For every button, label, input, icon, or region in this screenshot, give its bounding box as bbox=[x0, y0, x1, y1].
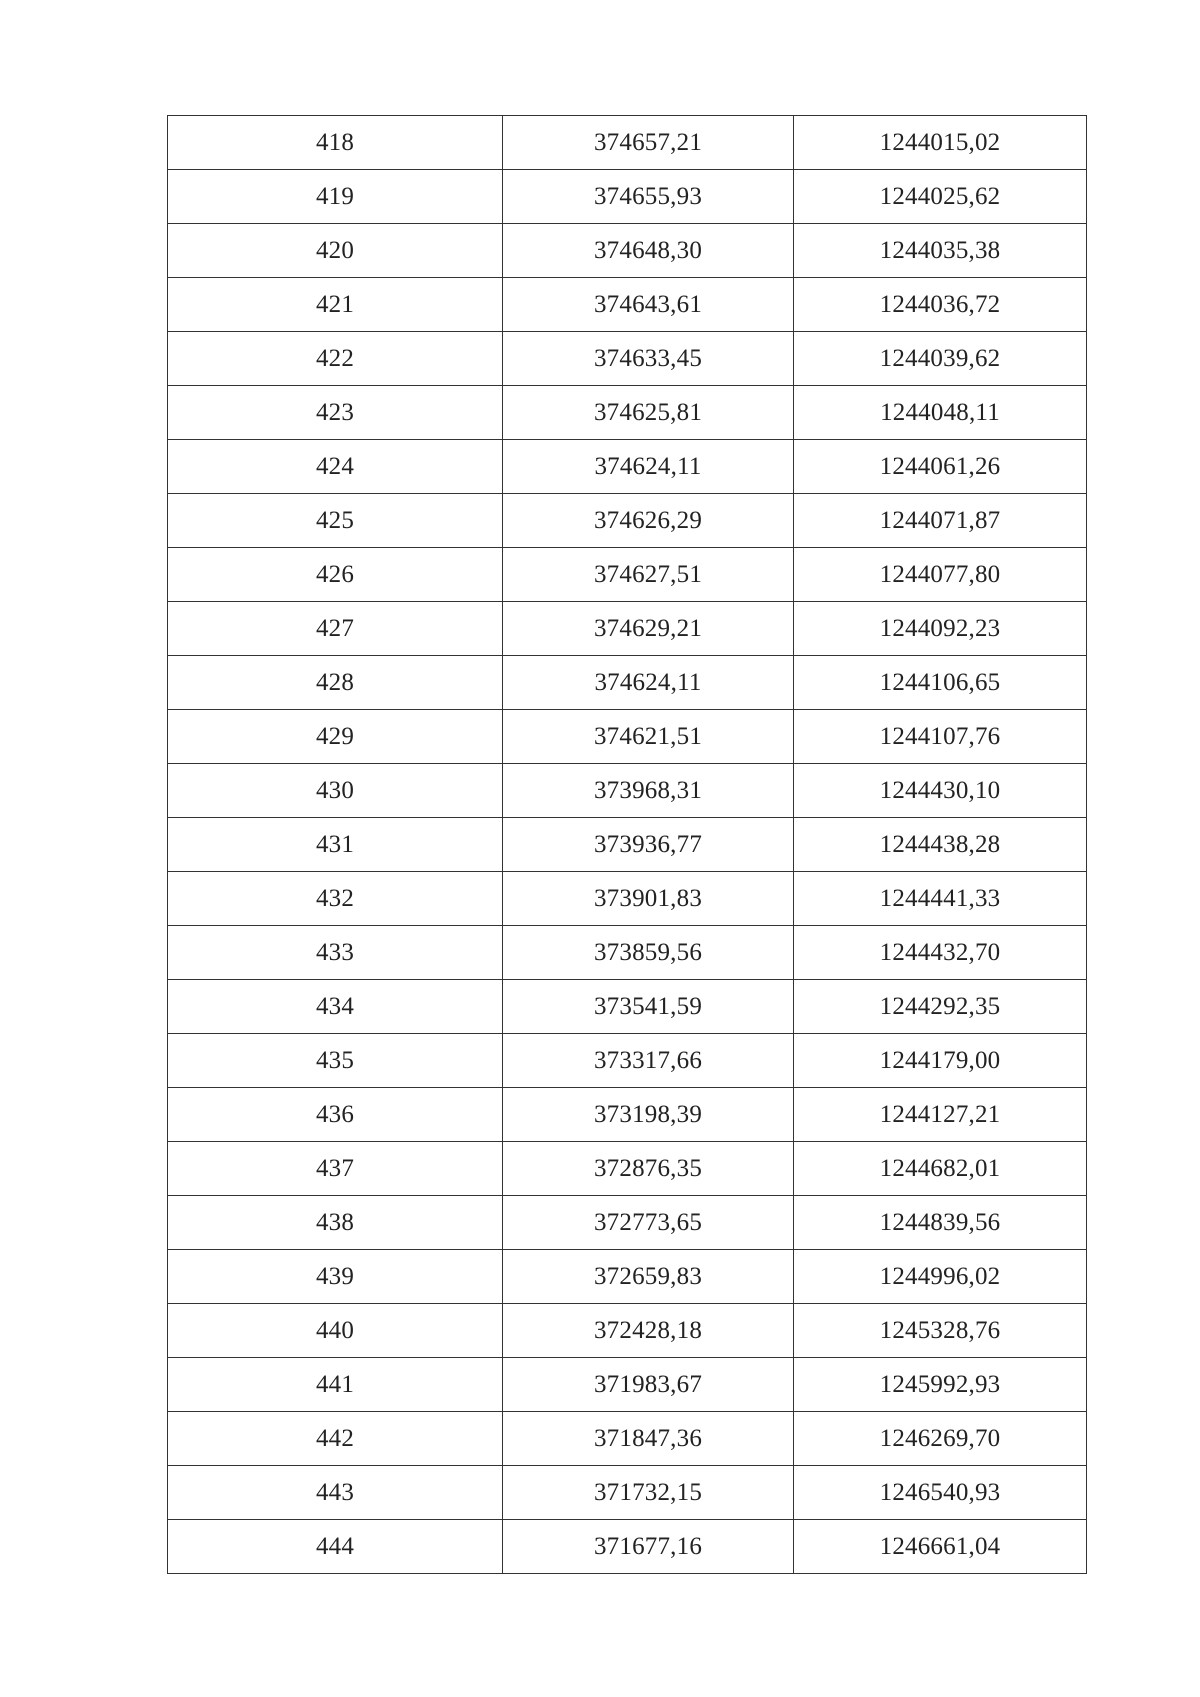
x-coordinate-cell: 374627,51 bbox=[503, 548, 794, 602]
point-number-cell: 426 bbox=[168, 548, 503, 602]
table-row bbox=[168, 278, 1087, 332]
point-number-cell: 425 bbox=[168, 494, 503, 548]
table-row bbox=[168, 170, 1087, 224]
x-coordinate-cell: 372428,18 bbox=[503, 1304, 794, 1358]
table-row bbox=[168, 1034, 1087, 1088]
x-coordinate-cell: 373541,59 bbox=[503, 980, 794, 1034]
y-coordinate-cell: 1244048,11 bbox=[794, 386, 1087, 440]
table-row bbox=[168, 764, 1087, 818]
y-coordinate-cell: 1244036,72 bbox=[794, 278, 1087, 332]
table-row bbox=[168, 656, 1087, 710]
table-row bbox=[168, 386, 1087, 440]
table-row bbox=[168, 1412, 1087, 1466]
table-row bbox=[168, 1304, 1087, 1358]
y-coordinate-cell: 1244035,38 bbox=[794, 224, 1087, 278]
y-coordinate-cell: 1244061,26 bbox=[794, 440, 1087, 494]
point-number-cell: 428 bbox=[168, 656, 503, 710]
table-row bbox=[168, 602, 1087, 656]
table-row bbox=[168, 332, 1087, 386]
point-number-cell: 431 bbox=[168, 818, 503, 872]
table-row bbox=[168, 1358, 1087, 1412]
table-row bbox=[168, 980, 1087, 1034]
y-coordinate-cell: 1244106,65 bbox=[794, 656, 1087, 710]
table-row bbox=[168, 116, 1087, 170]
point-number-cell: 444 bbox=[168, 1520, 503, 1574]
y-coordinate-cell: 1244292,35 bbox=[794, 980, 1087, 1034]
point-number-cell: 420 bbox=[168, 224, 503, 278]
y-coordinate-cell: 1244107,76 bbox=[794, 710, 1087, 764]
x-coordinate-cell: 374625,81 bbox=[503, 386, 794, 440]
point-number-cell: 440 bbox=[168, 1304, 503, 1358]
coordinates-table-body bbox=[168, 116, 1087, 1574]
y-coordinate-cell: 1244441,33 bbox=[794, 872, 1087, 926]
point-number-cell: 429 bbox=[168, 710, 503, 764]
point-number-cell: 418 bbox=[168, 116, 503, 170]
table-row bbox=[168, 1142, 1087, 1196]
x-coordinate-cell: 374621,51 bbox=[503, 710, 794, 764]
y-coordinate-cell: 1244432,70 bbox=[794, 926, 1087, 980]
table-row bbox=[168, 494, 1087, 548]
point-number-cell: 430 bbox=[168, 764, 503, 818]
y-coordinate-cell: 1245328,76 bbox=[794, 1304, 1087, 1358]
y-coordinate-cell: 1244430,10 bbox=[794, 764, 1087, 818]
y-coordinate-cell: 1244438,28 bbox=[794, 818, 1087, 872]
y-coordinate-cell: 1244127,21 bbox=[794, 1088, 1087, 1142]
table-row bbox=[168, 548, 1087, 602]
x-coordinate-cell: 371677,16 bbox=[503, 1520, 794, 1574]
x-coordinate-cell: 374633,45 bbox=[503, 332, 794, 386]
point-number-cell: 436 bbox=[168, 1088, 503, 1142]
x-coordinate-cell: 371732,15 bbox=[503, 1466, 794, 1520]
table-row bbox=[168, 872, 1087, 926]
x-coordinate-cell: 373901,83 bbox=[503, 872, 794, 926]
y-coordinate-cell: 1244092,23 bbox=[794, 602, 1087, 656]
x-coordinate-cell: 371847,36 bbox=[503, 1412, 794, 1466]
point-number-cell: 435 bbox=[168, 1034, 503, 1088]
y-coordinate-cell: 1244039,62 bbox=[794, 332, 1087, 386]
x-coordinate-cell: 374648,30 bbox=[503, 224, 794, 278]
x-coordinate-cell: 374657,21 bbox=[503, 116, 794, 170]
point-number-cell: 419 bbox=[168, 170, 503, 224]
point-number-cell: 432 bbox=[168, 872, 503, 926]
x-coordinate-cell: 374629,21 bbox=[503, 602, 794, 656]
y-coordinate-cell: 1244996,02 bbox=[794, 1250, 1087, 1304]
coordinates-table bbox=[167, 115, 1087, 1574]
table-row bbox=[168, 1088, 1087, 1142]
point-number-cell: 427 bbox=[168, 602, 503, 656]
table-row bbox=[168, 926, 1087, 980]
y-coordinate-cell: 1244071,87 bbox=[794, 494, 1087, 548]
x-coordinate-cell: 374655,93 bbox=[503, 170, 794, 224]
y-coordinate-cell: 1244179,00 bbox=[794, 1034, 1087, 1088]
table-row bbox=[168, 440, 1087, 494]
y-coordinate-cell: 1245992,93 bbox=[794, 1358, 1087, 1412]
point-number-cell: 439 bbox=[168, 1250, 503, 1304]
point-number-cell: 438 bbox=[168, 1196, 503, 1250]
x-coordinate-cell: 372876,35 bbox=[503, 1142, 794, 1196]
point-number-cell: 442 bbox=[168, 1412, 503, 1466]
x-coordinate-cell: 373936,77 bbox=[503, 818, 794, 872]
point-number-cell: 433 bbox=[168, 926, 503, 980]
table-row bbox=[168, 710, 1087, 764]
y-coordinate-cell: 1244682,01 bbox=[794, 1142, 1087, 1196]
point-number-cell: 443 bbox=[168, 1466, 503, 1520]
point-number-cell: 423 bbox=[168, 386, 503, 440]
x-coordinate-cell: 373859,56 bbox=[503, 926, 794, 980]
y-coordinate-cell: 1246269,70 bbox=[794, 1412, 1087, 1466]
table-row bbox=[168, 1466, 1087, 1520]
table-row bbox=[168, 1196, 1087, 1250]
x-coordinate-cell: 374643,61 bbox=[503, 278, 794, 332]
point-number-cell: 422 bbox=[168, 332, 503, 386]
table-row bbox=[168, 1520, 1087, 1574]
table-row bbox=[168, 224, 1087, 278]
y-coordinate-cell: 1244025,62 bbox=[794, 170, 1087, 224]
x-coordinate-cell: 372773,65 bbox=[503, 1196, 794, 1250]
point-number-cell: 424 bbox=[168, 440, 503, 494]
x-coordinate-cell: 374626,29 bbox=[503, 494, 794, 548]
x-coordinate-cell: 373198,39 bbox=[503, 1088, 794, 1142]
y-coordinate-cell: 1244077,80 bbox=[794, 548, 1087, 602]
point-number-cell: 441 bbox=[168, 1358, 503, 1412]
table-row bbox=[168, 1250, 1087, 1304]
point-number-cell: 434 bbox=[168, 980, 503, 1034]
y-coordinate-cell: 1244015,02 bbox=[794, 116, 1087, 170]
x-coordinate-cell: 372659,83 bbox=[503, 1250, 794, 1304]
y-coordinate-cell: 1246661,04 bbox=[794, 1520, 1087, 1574]
y-coordinate-cell: 1246540,93 bbox=[794, 1466, 1087, 1520]
x-coordinate-cell: 373968,31 bbox=[503, 764, 794, 818]
x-coordinate-cell: 374624,11 bbox=[503, 440, 794, 494]
point-number-cell: 421 bbox=[168, 278, 503, 332]
point-number-cell: 437 bbox=[168, 1142, 503, 1196]
x-coordinate-cell: 374624,11 bbox=[503, 656, 794, 710]
table-row bbox=[168, 818, 1087, 872]
y-coordinate-cell: 1244839,56 bbox=[794, 1196, 1087, 1250]
x-coordinate-cell: 373317,66 bbox=[503, 1034, 794, 1088]
x-coordinate-cell: 371983,67 bbox=[503, 1358, 794, 1412]
